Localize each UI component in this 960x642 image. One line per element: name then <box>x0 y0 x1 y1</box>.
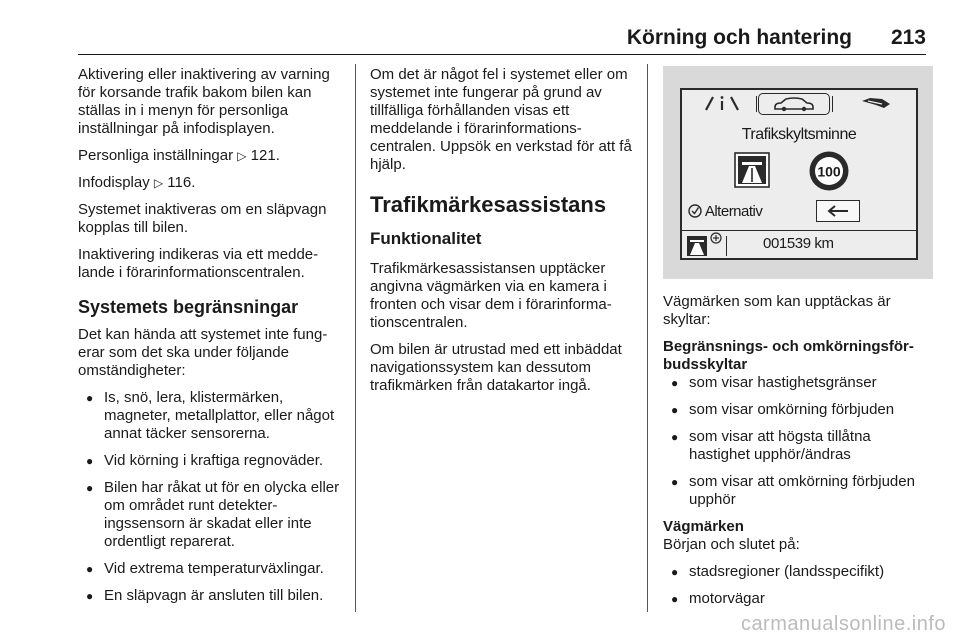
paragraph: Trafikmärkesassistansen upptäcker angivna vägmärken via en kamera i fronten och visar dem i förarinformationscentralen. <box>370 260 612 331</box>
reference-page: 116. <box>167 174 196 191</box>
list-item: ● En släpvagn är ansluten till bilen. <box>78 587 346 605</box>
tab-divider <box>756 96 757 112</box>
reference-label: Infodisplay <box>78 174 150 191</box>
bullet-list <box>78 389 346 605</box>
paragraph: Om bilen är utrustad med ett inbäddat navigationssystem kan dessutom trafikmärken från datakartor ingå. <box>370 341 622 394</box>
watermark: carmanualsonline.info <box>740 613 946 635</box>
page-header <box>0 0 960 56</box>
tab-divider <box>832 96 833 112</box>
list-item: ● som visar att omkörning förbjuden upphör <box>663 473 933 509</box>
list-item: ● stadsregioner (landsspecifikt) <box>663 563 933 581</box>
speedometer-icon <box>860 96 892 110</box>
subsection-heading: Funktionalitet <box>370 229 482 248</box>
group-title: Vägmärken <box>663 518 744 535</box>
lane-assist-icon <box>702 95 742 112</box>
list-item: ● Vid körning i kraftiga regnoväder. <box>78 452 346 470</box>
cross-reference[interactable] <box>78 174 346 192</box>
screen-tab-bar <box>682 90 916 116</box>
list-item: ● som visar omkörning förbjuden <box>663 401 933 419</box>
speed-limit-sign-icon <box>808 150 850 192</box>
section-title: Systemets begränsningar <box>78 297 299 317</box>
column-middle <box>370 66 638 404</box>
header-divider <box>78 54 926 55</box>
reference-label: Personliga inställningar <box>78 147 234 164</box>
reference-page: 121. <box>250 147 280 164</box>
column-divider <box>647 64 648 612</box>
section-heading: Trafikmärkesassistans <box>370 192 607 217</box>
display-illustration <box>663 66 933 279</box>
group-title: Begränsnings- och omkörningsförbudsskyltar <box>663 338 914 373</box>
column-left <box>78 66 346 614</box>
option-item[interactable] <box>688 203 762 221</box>
page-reference-icon: ▷ <box>237 149 247 163</box>
check-circle-icon <box>688 204 702 218</box>
column-right <box>663 66 933 617</box>
odometer-readout: 001539 km <box>763 235 834 252</box>
back-button[interactable] <box>816 200 860 222</box>
paragraph: Inaktivering indikeras via ett meddelande i förarinformationscentralen. <box>78 246 319 281</box>
screen-title: Trafikskyltsminne <box>741 126 857 143</box>
paragraph: Om det är något fel i systemet eller om systemet inte fungerar på grund av tillfälliga förhållanden visas ett meddelande i förarinformationscentralen. Uppsök en verkstad för att få hjälp. <box>370 66 632 173</box>
speed-limit-value: 100 <box>817 163 841 180</box>
driver-info-screen <box>680 88 918 260</box>
option-label: Alternativ <box>704 203 763 220</box>
motorway-sign-icon <box>734 152 770 188</box>
status-divider <box>726 236 727 256</box>
chapter-title: Körning och hantering <box>626 26 852 49</box>
list-item: ● Vid extrema temperaturväxlingar. <box>78 560 346 578</box>
paragraph: Systemet inaktiveras om en släpvagn kopplas till bilen. <box>78 201 327 236</box>
plus-circle-icon <box>710 232 722 244</box>
page-reference-icon: ▷ <box>153 176 164 190</box>
paragraph: Vägmärken som kan upptäckas är skyltar: <box>663 293 891 328</box>
column-divider <box>355 64 356 612</box>
car-icon <box>772 96 816 112</box>
list-item: ● motorvägar <box>663 590 933 608</box>
paragraph: Aktivering eller inaktivering av varning för korsande trafik bakom bilen kan ställas in i menyn för personliga inställningar på infodisplayen. <box>78 66 330 137</box>
list-item: ● som visar hastighetsgränser <box>663 374 933 392</box>
paragraph: Början och slutet på: <box>663 536 800 553</box>
page-number: 213 <box>890 26 926 49</box>
bullet-list <box>663 374 933 509</box>
motorway-sign-small-icon <box>686 235 708 257</box>
back-arrow-icon <box>827 205 849 217</box>
list-item: ● Is, snö, lera, klistermärken, magneter, metallplattor, eller något annat täcker sensorerna. <box>78 389 346 443</box>
cross-reference[interactable] <box>78 147 346 165</box>
status-bar <box>682 230 916 260</box>
bullet-list <box>663 563 933 608</box>
list-item: ● som visar att högsta tillåtna hastighet upphör/ändras <box>663 428 933 464</box>
paragraph: Det kan hända att systemet inte fungerar som det ska under följande omständigheter: <box>78 326 328 379</box>
list-item: ● Bilen har råkat ut för en olycka eller om området runt detekteringssensorn är skadat eller inte ordentligt reparerat. <box>78 479 346 551</box>
